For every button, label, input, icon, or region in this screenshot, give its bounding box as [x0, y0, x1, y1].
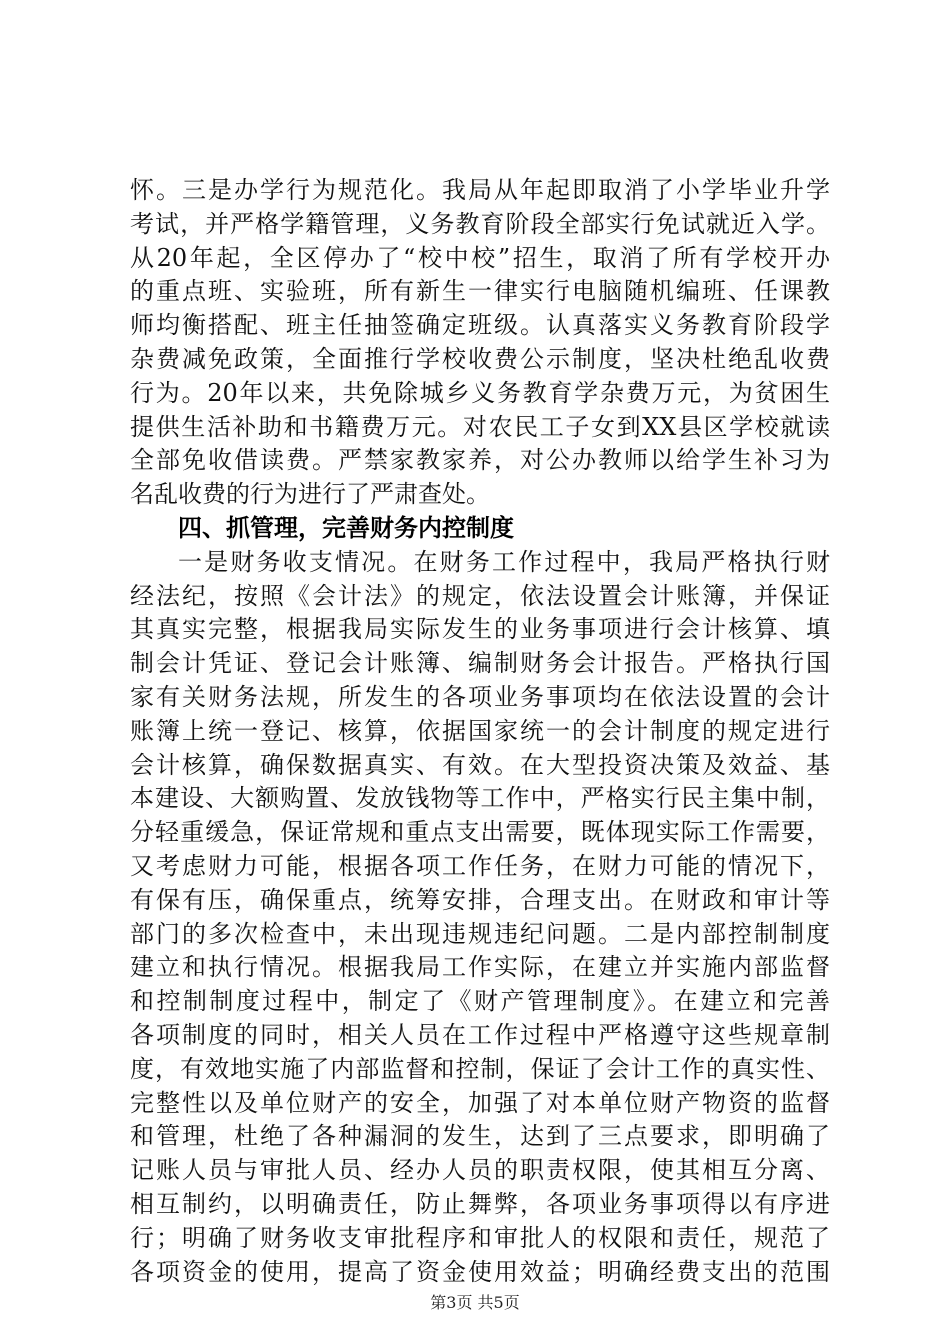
text-line: 分轻重缓急，保证常规和重点支出需要，既体现实际工作需要， [130, 818, 830, 847]
text-line: 相互制约，以明确责任，防止舞弊，各项业务事项得以有序进 [130, 1189, 830, 1218]
section-heading: 四、抓管理，完善财务内控制度 [178, 513, 514, 542]
text-line: 建立和执行情况。根据我局工作实际，在建立并实施内部监督 [130, 953, 830, 982]
text-line: 其真实完整，根据我局实际发生的业务事项进行会计核算、填 [130, 615, 830, 644]
text-line: 会计核算，确保数据真实、有效。在大型投资决策及效益、基 [130, 750, 830, 779]
text-line: 行；明确了财务收支审批程序和审批人的权限和责任，规范了 [130, 1223, 830, 1252]
text-line: 从20年起，全区停办了“校中校”招生，取消了所有学校开办 [130, 243, 830, 272]
text-line: 考试，并严格学籍管理，义务教育阶段全部实行免试就近入学。 [130, 209, 830, 238]
text-line: 怀。三是办学行为规范化。我局从年起即取消了小学毕业升学 [130, 176, 830, 204]
text-line: 全部免收借读费。严禁家教家养，对公办教师以给学生补习为 [130, 446, 830, 475]
text-line: 的重点班、实验班，所有新生一律实行电脑随机编班、任课教 [130, 277, 830, 306]
page-number-label: 第3页 共5页 [430, 1293, 520, 1312]
paragraph-2 [130, 546, 830, 1290]
text-line: 名乱收费的行为进行了严肃查处。 [130, 480, 490, 509]
text-line: 度，有效地实施了内部监督和控制，保证了会计工作的真实性、 [130, 1054, 830, 1083]
text-line: 行为。20年以来，共免除城乡义务教育学杂费万元，为贫困生 [130, 378, 830, 407]
paragraph-1 [130, 174, 830, 512]
text-line: 师均衡搭配、班主任抽签确定班级。认真落实义务教育阶段学 [130, 311, 830, 340]
text-line: 经法纪，按照《会计法》的规定，依法设置会计账簿，并保证 [130, 581, 830, 610]
text-line: 提供生活补助和书籍费万元。对农民工子女到XX县区学校就读 [130, 412, 830, 441]
text-line: 账簿上统一登记、核算，依据国家统一的会计制度的规定进行 [130, 716, 830, 745]
text-line: 和控制制度过程中，制定了《财产管理制度》。在建立和完善 [130, 987, 830, 1016]
text-line: 有保有压，确保重点，统筹安排，合理支出。在财政和审计等 [130, 885, 830, 914]
document-body [130, 174, 830, 1289]
text-line: 制会计凭证、登记会计账簿、编制财务会计报告。严格执行国 [130, 649, 830, 678]
text-line: 记账人员与审批人员、经办人员的职责权限，使其相互分离、 [130, 1156, 830, 1185]
text-line: 完整性以及单位财产的安全，加强了对本单位财产物资的监督 [130, 1088, 830, 1117]
page-footer [0, 1290, 950, 1313]
text-line: 一是财务收支情况。在财务工作过程中，我局严格执行财 [178, 547, 830, 576]
text-line: 部门的多次检查中，未出现违规违纪问题。二是内部控制制度 [130, 919, 830, 948]
text-line: 杂费减免政策，全面推行学校收费公示制度，坚决杜绝乱收费 [130, 344, 830, 373]
text-line: 各项制度的同时，相关人员在工作过程中严格遵守这些规章制 [130, 1020, 830, 1049]
text-line: 和管理，杜绝了各种漏洞的发生，达到了三点要求，即明确了 [130, 1122, 830, 1151]
text-line: 本建设、大额购置、发放钱物等工作中，严格实行民主集中制， [130, 784, 830, 813]
text-line: 家有关财务法规，所发生的各项业务事项均在依法设置的会计 [130, 682, 830, 711]
text-line: 又考虑财力可能，根据各项工作任务，在财力可能的情况下， [130, 851, 830, 880]
text-line: 各项资金的使用，提高了资金使用效益；明确经费支出的范围 [130, 1257, 830, 1286]
